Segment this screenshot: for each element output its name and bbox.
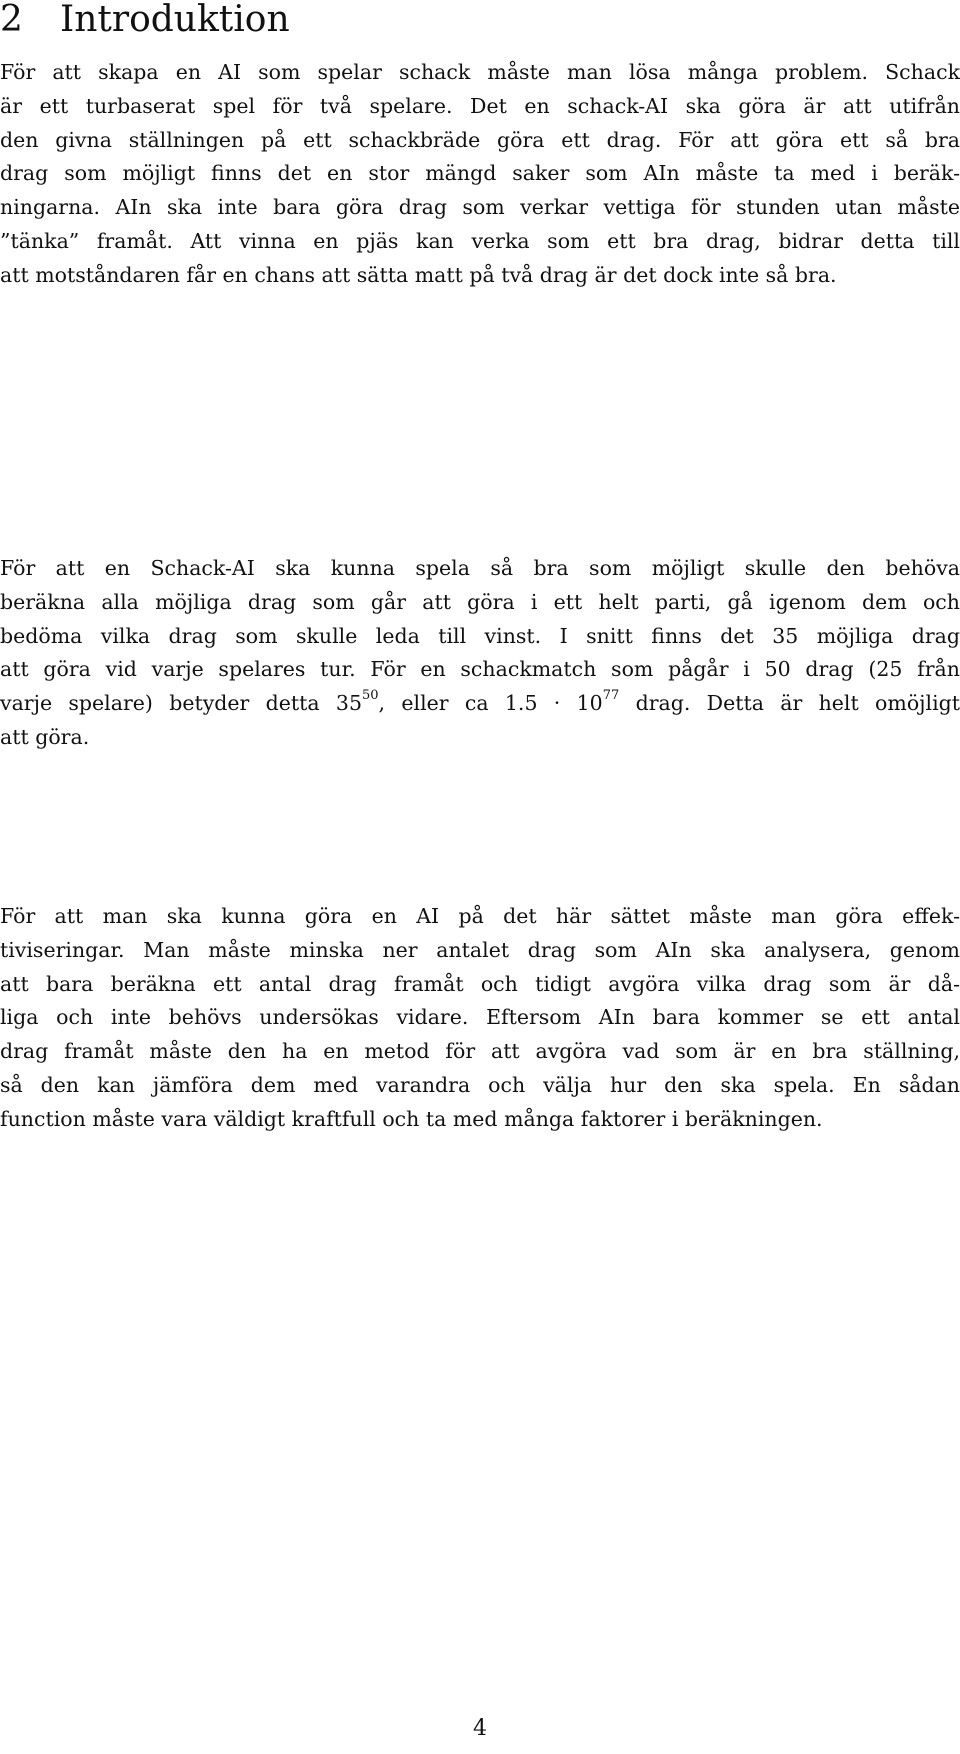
text-line: drag framåt måste den ha en metod för att avgöra vad som är en bra ställning, [0, 1039, 960, 1064]
text-line: drag som möjligt finns det en stor mängd saker som AIn måste ta med i beräk- [0, 161, 960, 186]
text-segment: drag. Detta är helt omöjligt [619, 691, 960, 716]
paragraph-complexity [0, 552, 960, 755]
text-line: För att man ska kunna göra en AI på det här sättet måste man göra effek- [0, 904, 960, 928]
text-line: För att en Schack-AI ska kunna spela så bra som möjligt skulle den behöva [0, 556, 960, 580]
text-line: beräkna alla möjliga drag som går att göra i ett helt parti, gå igenom dem och [0, 589, 960, 614]
text-line: så den kan jämföra dem med varandra och välja hur den ska spela. En sådan [0, 1072, 960, 1097]
text-line: ningarna. AIn ska inte bara göra drag som verkar vettiga för stunden utan måste [0, 195, 960, 220]
text-line: den givna ställningen på ett schackbräde göra ett drag. För att göra ett så bra [0, 127, 960, 152]
section-heading [0, 0, 290, 40]
text-line-with-exponents [0, 687, 960, 721]
text-segment: , eller ca 1.5 · 10 [378, 691, 603, 716]
section-title: Introduktion [60, 0, 290, 40]
paragraph-optimizations [0, 900, 960, 1137]
text-line: liga och inte behövs undersökas vidare. Eftersom AIn bara kommer se ett antal [0, 1005, 960, 1030]
text-line: tiviseringar. Man måste minska ner antalet drag som AIn ska analysera, genom [0, 937, 960, 962]
text-line: ”tänka” framåt. Att vinna en pjäs kan verka som ett bra drag, bidrar detta till [0, 228, 960, 253]
text-line: att göra. [0, 724, 90, 749]
text-line: bedöma vilka drag som skulle leda till vinst. I snitt finns det 35 möjliga drag [0, 623, 960, 648]
page-number: 4 [473, 1716, 487, 1741]
text-line: att göra vid varje spelares tur. För en schackmatch som pågår i 50 drag (25 från [0, 657, 960, 682]
section-number: 2 [0, 0, 23, 40]
text-line: är ett turbaserat spel för två spelare. Det en schack-AI ska göra är att utifrån [0, 93, 960, 118]
text-segment: varje spelare) betyder detta 35 [0, 691, 362, 716]
text-line: att motståndaren får en chans att sätta matt på två drag är det dock inte så bra. [0, 262, 837, 287]
text-line: function måste vara väldigt kraftfull och ta med många faktorer i beräkningen. [0, 1106, 823, 1131]
text-line: För att skapa en AI som spelar schack måste man lösa många problem. Schack [0, 60, 960, 84]
exponent: 50 [362, 688, 379, 704]
text-line: att bara beräkna ett antal drag framåt och tidigt avgöra vilka drag som är då- [0, 971, 960, 996]
paragraph-intro [0, 56, 960, 293]
exponent: 77 [602, 688, 620, 704]
